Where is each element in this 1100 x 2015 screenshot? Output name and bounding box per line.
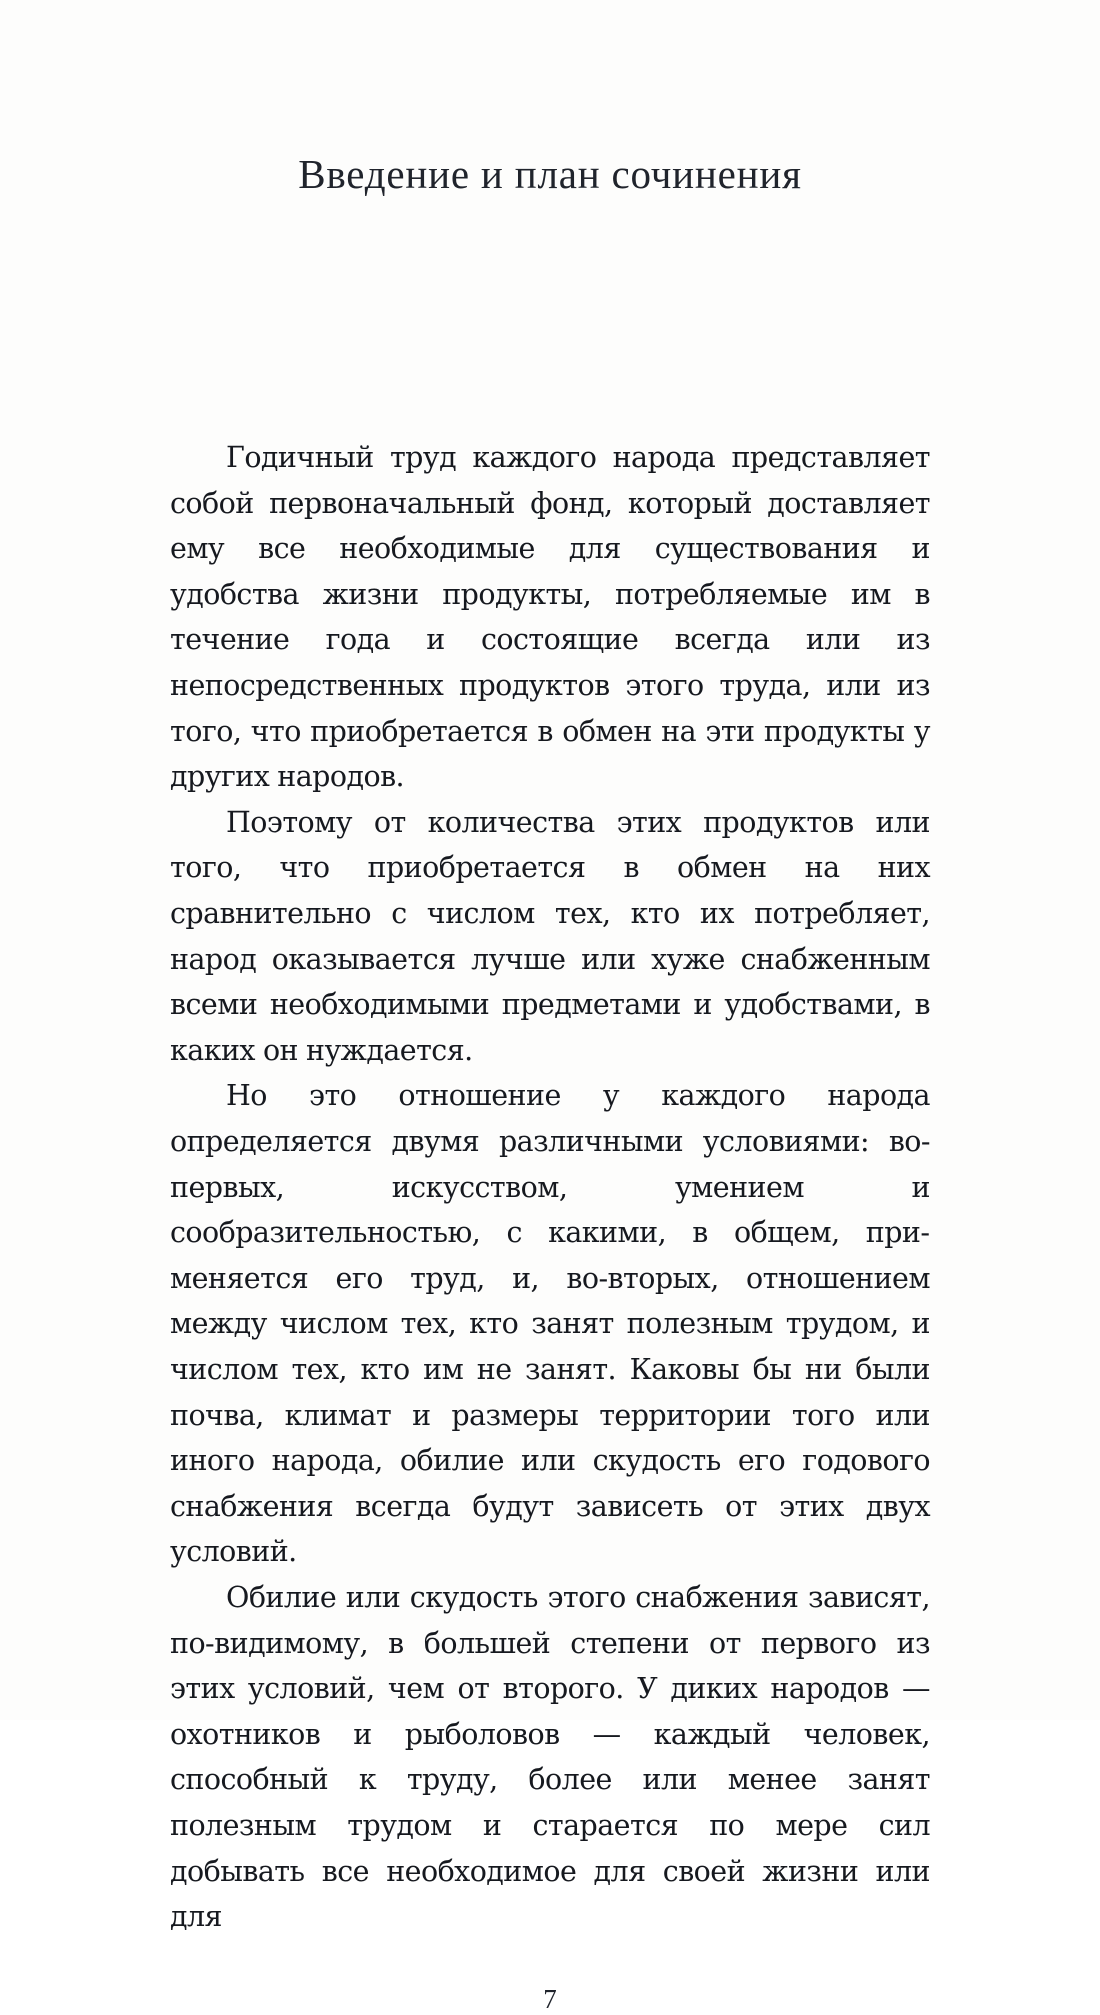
paragraph: Поэтому от количества этих продуктов или того, что приобретается в обмен на них сравнительно с числом тех, кто их потребляет, народ оказывается лучше или хуже снабженным всеми необходимыми предметами и удобствами, в каких он нуждается.: [170, 805, 930, 1067]
page-footer: [0, 1940, 1100, 2015]
paragraph: Но это отношение у каждого народа определяется двумя различными условиями: во-первых, искусством, умением и сообразительностью, с какими, в общем, применяется его труд, и, во-вторых, отношением между числом тех, кто занят полезным трудом, и числом тех, кто им не занят. Каковы бы ни были почва, климат и размеры территории того или иного народа, обилие или скудость его годового снабжения всегда будут зависеть от этих двух условий.: [170, 1079, 930, 1569]
paragraph: Обилие или скудость этого снабжения зависят, по-видимому, в большей степени от первого из этих условий, чем от второго. У диких народов — охотников и рыболовов — каждый человек, способный к труду, более или менее занят полезным трудом и старается по мере сил добывать все необходимое для своей жизни или для: [170, 1580, 930, 1934]
paragraph: Годичный труд каждого народа представляет собой первоначальный фонд, который доставляет ему все необходимые для существования и удобства жизни продукты, потребляемые им в течение года и состоящие всегда или из непосредственных продуктов этого труда, или из того, что приобретается в обмен на эти продукты у других народов.: [170, 441, 930, 794]
page-number: 7: [543, 1983, 557, 2014]
body-text-column: [170, 197, 930, 1940]
page-title: Введение и план сочинения: [298, 151, 802, 197]
